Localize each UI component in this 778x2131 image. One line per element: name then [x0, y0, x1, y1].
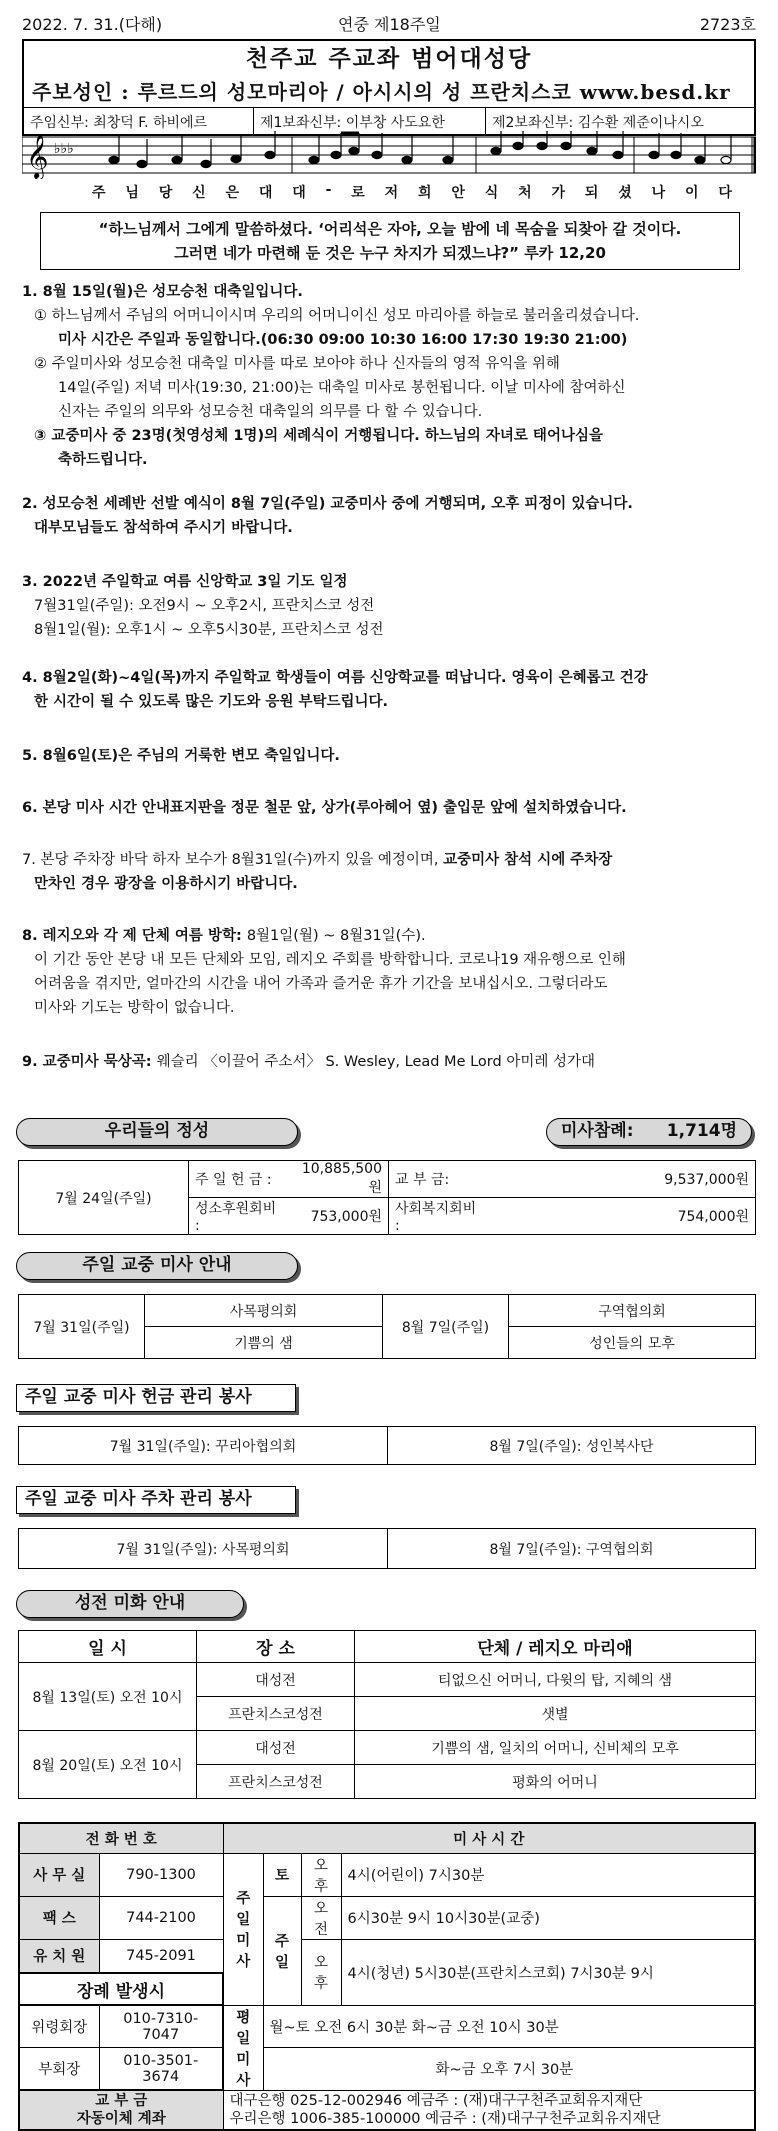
sunday-label: 주일 [263, 1896, 301, 2005]
office-phone: 790-1300 [99, 1853, 223, 1896]
weekday-times-2: 화~금 오후 7시 30분 [263, 2048, 755, 2091]
lyric-syllable: 나 [651, 185, 666, 201]
lyric-syllable: 대 [258, 185, 273, 201]
notice-9-label: 9. 교중미사 묵상곡: [22, 1054, 157, 1070]
cleaning-date-1: 8월 13일(토) 오전 10시 [19, 1663, 197, 1731]
lyric-syllable: 다 [718, 185, 732, 201]
fax-number: 744-2100 [99, 1896, 223, 1939]
parking-duty-1: 7월 31일(주일): 사목평의회 [19, 1529, 388, 1569]
weekday-times-1: 월~토 오전 6시 30분 화~금 오전 10시 30분 [263, 2005, 755, 2048]
notice-7-line-1a: 7. 본당 주차장 바닥 하자 보수가 8월31일(수)까지 있을 예정이며, [22, 852, 444, 868]
notice-9 [22, 1050, 762, 1074]
notice-8-line-4: 미사와 기도는 방학이 없습니다. [34, 1000, 235, 1016]
cleaning-place-1a: 대성전 [197, 1663, 355, 1697]
offering-key-1: 주 일 헌 금 : [189, 1161, 289, 1198]
notice-7 [22, 848, 762, 896]
notice-5-text: 5. 8월6일(토)은 주님의 거룩한 변모 축일입니다. [22, 748, 340, 764]
guide-date-2: 8월 7일(주일) [383, 1295, 509, 1359]
bank-accounts [223, 2090, 755, 2130]
offering-section-label: 우리들의 정성 [16, 1118, 298, 1146]
assistant-priest-2: 제2보좌신부: 김수환 제준이나시오 [492, 115, 704, 131]
cleaning-group-1a: 티없으신 어머니, 다윗의 탑, 지혜의 샘 [355, 1663, 756, 1697]
cleaning-header-place: 장 소 [197, 1631, 355, 1663]
lyric-syllable: - [325, 182, 332, 198]
notice-2 [22, 492, 762, 540]
treble-clef-icon: 𝄞 [26, 134, 49, 178]
lyric-syllable: 당 [158, 185, 173, 201]
sunday-mass-label: 주일 미사 [223, 1853, 263, 2005]
church-title: 천주교 주교좌 범어대성당 [245, 45, 533, 72]
lyric-syllable: 희 [418, 185, 432, 201]
saturday-label: 토 [263, 1853, 301, 1896]
weekday-mass-label: 평일 미사 [223, 2005, 263, 2090]
office-label: 사 무 실 [19, 1853, 99, 1896]
notice-1-c2: 축하드립니다. [58, 452, 148, 468]
collection-duty-2: 8월 7일(주일): 성인복사단 [388, 1427, 756, 1465]
lyric-syllable: 대 [292, 185, 306, 201]
svg-text:♭♭♭: ♭♭♭ [54, 141, 74, 157]
cleaning-section-label: 성전 미화 안내 [16, 1590, 244, 1618]
funeral-head-phone: 010-7310-7047 [99, 2005, 223, 2048]
notice-1-a2: 미사 시간은 주일과 동일합니다.(06:30 09:00 10:30 16:00 17:30 19:30 21:00) [58, 332, 628, 348]
notice-6 [22, 796, 762, 820]
notice-5 [22, 744, 762, 768]
notice-4-line-1: 4. 8월2일(화)~4일(목)까지 주일학교 학생들이 여름 신앙학교를 떠납니다. 영육이 은혜롭고 건강 [22, 670, 648, 686]
notice-1-c1: ③ 교중미사 중 23명(첫영성체 1명)의 세례식이 거행됩니다. 하느님의 자녀로 태어나심을 [34, 428, 603, 444]
parking-section-label: 주일 교중 미사 주차 관리 봉사 [16, 1486, 296, 1514]
sunday-am-times: 6시30분 9시 10시30분(교중) [341, 1896, 755, 1939]
saturday-pm-times: 4시(어린이) 7시30분 [341, 1853, 755, 1896]
lyric-syllable: 되 [584, 185, 599, 201]
bulletin-topline [22, 12, 756, 34]
guide-section-label: 주일 교중 미사 안내 [16, 1252, 298, 1280]
offering-value-4: 754,000원 [489, 1198, 756, 1235]
cleaning-group-1b: 샛별 [355, 1697, 756, 1731]
lyric-syllable: 로 [351, 185, 365, 201]
notice-4-line-2: 한 시간이 될 수 있도록 많은 기도와 응원 부탁드립니다. [34, 694, 389, 710]
saturday-pm-label: 오후 [301, 1853, 341, 1896]
fax-label: 팩 스 [19, 1896, 99, 1939]
notice-8-line-2: 이 기간 동안 본당 내 모든 단체와 모임, 레지오 주회를 방학합니다. 코로나19 재유행으로 인해 [34, 952, 626, 968]
notice-3-line-1: 3. 2022년 주일학교 여름 신앙학교 3일 기도 일정 [22, 574, 348, 590]
bank-transfer-label [19, 2090, 223, 2130]
lyric-syllable: 저 [384, 185, 399, 201]
offering-value-2: 9,537,000원 [489, 1161, 756, 1198]
notice-2-line-2: 대부모님들도 참석하여 주시기 바랍니다. [34, 520, 293, 536]
offering-value-3: 753,000원 [289, 1198, 389, 1235]
notice-8 [22, 924, 762, 1020]
hymn-lyrics [92, 182, 732, 202]
contact-mass-table [18, 1822, 756, 2131]
notice-8-line-3: 어려움을 겪지만, 얼마간의 시간을 내어 가족과 즐거운 휴가 기간을 보내십시오. 그렇더라도 [34, 976, 608, 992]
notice-7-line-1b: 교중미사 참석 시에 주차장 [443, 852, 613, 868]
guide-date-1: 7월 31일(주일) [19, 1295, 145, 1359]
funeral-vice-label: 부회장 [19, 2048, 99, 2091]
notice-3-line-2: 7월31일(주일): 오전9시 ~ 오후2시, 프란치스코 성전 [34, 598, 375, 614]
notice-7-line-2: 만차인 경우 광장을 이용하시기 바랍니다. [34, 876, 298, 892]
cleaning-place-2b: 프란치스코성전 [197, 1765, 355, 1799]
notice-3-line-3: 8월1일(월): 오후1시 ~ 오후5시30분, 프란치스코 성전 [34, 622, 384, 638]
sunday-pm-label: 오후 [301, 1939, 341, 2005]
lyric-syllable: 가 [551, 185, 566, 201]
notice-8-line-1b: 8월1일(월) ~ 8월31일(수). [246, 928, 426, 944]
gospel-quote [40, 212, 740, 270]
notice-8-line-1a: 8. 레지오와 각 제 단체 여름 방학: [22, 928, 247, 944]
guide-group-2a: 구역협의회 [509, 1295, 756, 1327]
sunday-pm-times: 4시(청년) 5시30분(프란치스코회) 7시30분 9시 [341, 1939, 755, 2005]
offering-table [18, 1160, 756, 1235]
issue-number: 2723호 [699, 15, 756, 34]
notice-1-b3: 신자는 주일의 의무와 성모승천 대축일의 의무를 다 할 수 있습니다. [58, 404, 483, 420]
lyric-syllable: 안 [451, 185, 465, 201]
assistant-priest-1: 제1보좌신부: 이부창 사도요한 [254, 108, 486, 134]
sunday-am-label: 오전 [301, 1896, 341, 1939]
cleaning-place-2a: 대성전 [197, 1731, 355, 1765]
notice-1-b1: ② 주일미사와 성모승천 대축일 미사를 따로 보아야 하나 신자들의 영적 유익을 위해 [34, 356, 560, 372]
bulletin-header [22, 39, 756, 136]
bank-account-1: 대구은행 025-12-002946 예금주 : (재)대구구천주교회유지재단 [229, 2092, 643, 2109]
patron-saints: 주보성인 : 루르드의 성모마리아 / 아시시의 성 프란치스코 www.besd.kr [32, 80, 731, 104]
liturgical-week: 연중 제18주일 [338, 15, 441, 34]
bank-label-2: 자동이체 계좌 [76, 2111, 166, 2127]
music-staff [22, 131, 756, 179]
phone-header: 전 화 번 호 [19, 1823, 223, 1853]
kindergarten-phone: 745-2091 [99, 1939, 223, 1973]
lyric-syllable: 식 [484, 185, 499, 201]
cleaning-group-2a: 기쁨의 샘, 일치의 어머니, 신비체의 모후 [355, 1731, 756, 1765]
lyric-syllable: 셨 [618, 185, 632, 201]
bulletin-date: 2022. 7. 31.(다해) [22, 15, 163, 34]
notice-1-a1: ① 하느님께서 주님의 어머니이시며 우리의 어머니이신 성모 마리아를 하늘로 불러올리셨습니다. [34, 308, 640, 324]
bank-account-2: 우리은행 1006-385-100000 예금주 : (재)대구구천주교회유지재단 [229, 2110, 661, 2127]
offering-key-3: 성소후원회비 : [189, 1198, 289, 1235]
priests-row [24, 107, 754, 134]
pastor: 주임신부: 최창덕 F. 하비에르 [24, 108, 254, 134]
cleaning-place-1b: 프란치스코성전 [197, 1697, 355, 1731]
offering-key-2: 교 부 금: [389, 1161, 489, 1198]
guide-table [18, 1294, 756, 1359]
collection-duty-1: 7월 31일(주일): 꾸리아협의회 [19, 1427, 388, 1465]
notice-1 [22, 280, 762, 472]
notice-2-line-1: 2. 성모승천 세례반 선발 예식이 8월 7일(주일) 교중미사 중에 거행되며, 오후 피정이 있습니다. [22, 496, 633, 512]
collection-section-label: 주일 교중 미사 헌금 관리 봉사 [16, 1384, 296, 1412]
cleaning-group-2b: 평화의 어머니 [355, 1765, 756, 1799]
guide-group-1b: 기쁨의 샘 [145, 1327, 383, 1359]
notice-4 [22, 666, 762, 714]
parking-table [18, 1528, 756, 1569]
attendance-badge [546, 1118, 752, 1146]
quote-line-2: 그러면 네가 마련해 둔 것은 누구 차지가 되겠느냐?” 루카 12,20 [174, 244, 606, 262]
cleaning-table [18, 1630, 756, 1799]
notice-9-song: 웨슬리 〈이끌어 주소서〉 S. Wesley, Lead Me Lord 아미레 성가대 [156, 1054, 595, 1070]
guide-group-1a: 사목평의회 [145, 1295, 383, 1327]
lyric-syllable: 이 [685, 185, 699, 201]
parking-duty-2: 8월 7일(주일): 구역협의회 [388, 1529, 756, 1569]
cleaning-date-2: 8월 20일(토) 오전 10시 [19, 1731, 197, 1799]
kindergarten-label: 유 치 원 [19, 1939, 99, 1973]
attendance-value: 1,714명 [666, 1121, 737, 1141]
lyric-syllable: 주 [92, 185, 106, 201]
lyric-syllable: 님 [125, 185, 139, 201]
notice-1-b2: 14일(주일) 저녁 미사(19:30, 21:00)는 대축일 미사로 봉헌됩니다. 이날 미사에 참여하신 [58, 380, 626, 396]
attendance-label: 미사참례: [561, 1121, 634, 1141]
quote-line-1: “하느님께서 그에게 말씀하셨다. ‘어리석은 자야, 오늘 밤에 네 목숨을 되찾아 갈 것이다. [98, 220, 682, 238]
offering-key-4: 사회복지회비 : [389, 1198, 489, 1235]
lyric-syllable: 은 [225, 185, 240, 201]
funeral-vice-phone: 010-3501-3674 [99, 2048, 223, 2091]
offering-date: 7월 24일(주일) [19, 1161, 189, 1235]
notice-1-title: 1. 8월 15일(월)은 성모승천 대축일입니다. [22, 284, 303, 300]
cleaning-header-date: 일 시 [19, 1631, 197, 1663]
bank-label-1: 교 부 금 [95, 2093, 148, 2109]
funeral-head-label: 위령회장 [19, 2005, 99, 2048]
notice-3 [22, 570, 762, 642]
guide-group-2b: 성인들의 모후 [509, 1327, 756, 1359]
cleaning-header-group: 단체 / 레지오 마리애 [355, 1631, 756, 1663]
funeral-label: 장례 발생시 [19, 1973, 223, 2005]
mass-header: 미 사 시 간 [223, 1823, 755, 1853]
lyric-syllable: 신 [192, 185, 206, 201]
collection-table [18, 1426, 756, 1465]
notice-6-text: 6. 본당 미사 시간 안내표지판을 정문 철문 앞, 상가(루아헤어 옆) 출입문 앞에 설치하였습니다. [22, 800, 627, 816]
lyric-syllable: 처 [518, 185, 532, 201]
offering-value-1: 10,885,500원 [289, 1161, 389, 1198]
